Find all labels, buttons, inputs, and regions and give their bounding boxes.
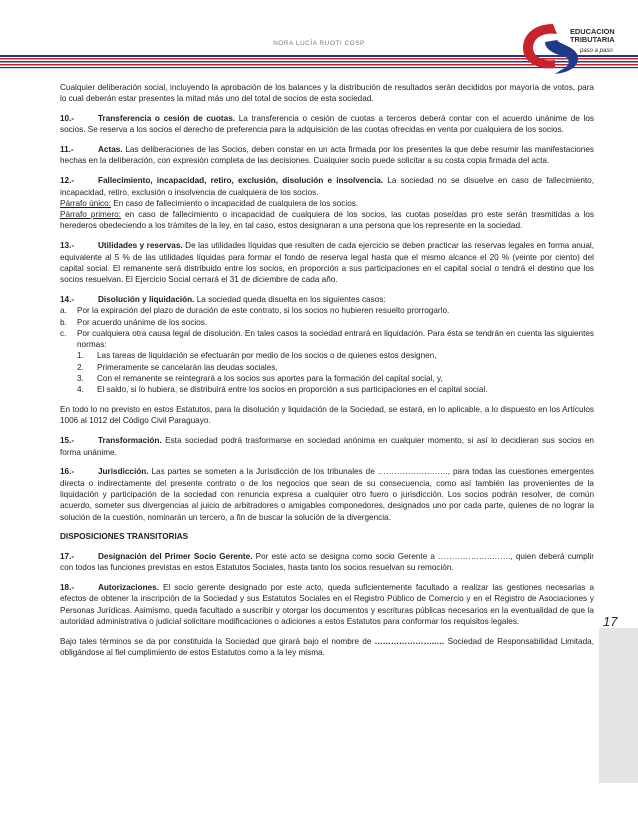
clause-title: Transformación.: [98, 436, 162, 446]
header-author: NORA LUCÍA RUOTI COSP: [273, 40, 365, 47]
clause-number: 10.-: [60, 114, 75, 124]
clause-12-paragraph-unico: [60, 198, 594, 209]
clause-15: [60, 435, 594, 458]
list-marker: 2.: [77, 362, 84, 372]
intro-paragraph: Cualquier deliberación social, incluyendo la aprobación de los balances y la distribución de resultados serán decididos por mayoría de votos, para lo cual deberán estar presentes la mitad más uno del total de socios de esta sociedad.: [60, 83, 594, 104]
paragraph-label: Párrafo único:: [60, 198, 111, 208]
clause-16: [60, 466, 594, 522]
clause-text: La transferencia o cesión de cuotas a terceros deberá contar con el acuerdo unánime de los socios. Se reserva a los socios el derecho de preferencia para la adquisición de las cuotas ofrecidas en venta por cualquiera de los socios.: [60, 114, 594, 135]
logo-subtitle: paso a paso: [580, 48, 613, 54]
list-marker: a.: [60, 306, 67, 316]
closing-text-before: Bajo tales términos se da por constituida la Sociedad que girará bajo el nombre de: [60, 636, 375, 646]
logo-text: [570, 28, 615, 44]
clause-title: Jurisdicción.: [98, 467, 149, 477]
clause-12-paragraph-primero: [60, 209, 594, 232]
list-text: El saldo, si lo hubiera, se distribuirá entre los socios en proporción a sus participaciones en el capital social.: [97, 385, 488, 395]
list-marker: b.: [60, 317, 67, 327]
clause-text: La sociedad no se disuelve en caso de fallecimiento, incapacidad, retiro, exclusión o insolvencia de cualquiera de los socios.: [60, 176, 594, 197]
list-marker: 1.: [77, 351, 84, 361]
general-provision: En todo lo no previsto en estos Estatutos, para la disolución y liquidación de la Sociedad, se estará, en lo aplicable, a lo dispuesto en los Artículos 1006 al 1012 del Código Civil Paraguayo.: [60, 405, 594, 426]
closing-paragraph: [60, 636, 594, 659]
clause-number: 18.-: [60, 583, 75, 593]
list-item: [77, 350, 594, 361]
list-item: [60, 328, 594, 351]
transitional-section-title: DISPOSICIONES TRANSITORIAS: [60, 532, 189, 542]
clause-13: [60, 240, 594, 285]
list-item: [60, 317, 594, 328]
list-text: Por la expiración del plazo de duración de este contrato, si los socios no hubieren resuelto prorrogarlo.: [77, 306, 450, 316]
clause-text: Las partes se someten a la Jurisdicción de los tribunales de ………………….…., para todas las cuestiones emergentes directa o indirectamente del presente contrato o de los negocios que sean de su consecuencia, como así también las provenientes de la liquidación y participación de la sociedad con renuncia expresa a cualquier otro fuero o jurisdicción. Los socios podrán resolver, de común acuerdo, someter sus divergencias al juicio de arbitradores o amigables componedores, designados uno por cada parte, quienes de no lograr la solución de la cuestión, nominarán un tercero, a fin de buscar la solución de la divergencia.: [60, 467, 594, 522]
clause-text: La sociedad queda disuelta en los siguientes casos:: [194, 294, 386, 304]
liquidation-rules-list: [60, 350, 594, 395]
list-text: Por cualquiera otra causa legal de disolución. En tales casos la sociedad entrará en liquidación. Para ésta se tendrán en cuenta las siguientes normas:: [77, 328, 594, 350]
page-number: 17: [603, 614, 618, 629]
clause-number: 17.-: [60, 552, 75, 562]
closing-text-after: Sociedad de Responsabilidad Limitada, obligándose al fiel cumplimiento de estos Estatutos como a la ley misma.: [60, 636, 594, 658]
list-item: [77, 373, 594, 384]
clause-number: 16.-: [60, 467, 75, 477]
clause-text: El socio gerente designado por este acto, queda suficientemente facultado a realizar las gestiones necesarias a efectos de obtener la inscripción de la Sociedad y sus Estatutos Sociales en el Registro Público de Comercio y en el Registro de Asociaciones y Personas Jurídicas. Asimismo, queda facultado a suscribir y otorgar los documentos y escrituras públicas necesarios en la eventualidad de que la autoridad administrativa o judicial solicitare modificaciones o adiciones a estos Estatutos para conformar los requisitos legales.: [60, 583, 594, 627]
clause-number: 11.-: [60, 145, 74, 155]
clause-text: Por este acto se designa como socio Gerente a ………………..……., quien deberá cumplir con todos las funciones previstas en estos Estatutos Sociales, hasta tanto los socios resuelvan su remoción.: [60, 552, 595, 573]
clause-number: 12.-: [60, 176, 75, 186]
clause-text: Las deliberaciones de las Socios, deben constar en un acta firmada por los presentes la que debe resumir las manifestaciones hechas en la deliberación, con expresión completa de las decisiones. Cualquier socio puede solicitar a su costa copia firmada del acta.: [60, 145, 594, 166]
list-text: Por acuerdo unánime de los socios.: [77, 317, 208, 327]
company-name-blank: …………………..…: [374, 636, 445, 646]
list-text: Con el remanente se reintegrará a los socios sus aportes para la formación del capital social, y,: [97, 374, 443, 384]
list-item: [60, 305, 594, 316]
document-body: [60, 82, 594, 667]
clause-title: Disolución y liquidación.: [98, 294, 195, 304]
paragraph-text: En caso de fallecimiento o incapacidad de cualquiera de los socios.: [110, 198, 359, 208]
clause-11: [60, 144, 594, 167]
clause-title: Designación del Primer Socio Gerente.: [98, 552, 253, 562]
clause-18: [60, 582, 594, 627]
list-item: [77, 362, 594, 373]
list-text: Las tareas de liquidación se efectuarán por medio de los socios o de quienes estos designen,: [97, 351, 437, 361]
logo-line-2: TRIBUTARIA: [570, 35, 615, 44]
clause-text: Esta sociedad podrá trasformarse en sociedad anónima en cualquier momento, si así lo decidieran sus socios en forma unánime.: [60, 436, 594, 457]
clause-number: 14.-: [60, 294, 75, 304]
clause-title: Actas.: [98, 145, 123, 155]
clause-text: De las utilidades líquidas que resulten de cada ejercicio se deben practicar las reservas legales en forma anual, equivalente al 5 % de las utilidades líquidas para formar el fondo de reserva legal hasta que el mismo alcance el 20 % (veinte por ciento) del capital social. El remanente será distribuido entre los socios, en proporción a sus participaciones en el capital social o tendrá el destino que los socios resuelvan. El Ejercicio Social cerrará el 31 de diciembre de cada año.: [60, 241, 594, 285]
clause-10: [60, 113, 594, 136]
list-marker: c.: [60, 328, 67, 338]
clause-title: Fallecimiento, incapacidad, retiro, exclusión, disolución e insolvencia.: [98, 176, 384, 186]
clause-number: 13.-: [60, 241, 75, 251]
clause-title: Transferencia o cesión de cuotas.: [98, 114, 236, 124]
dissolution-cases-list: [60, 305, 594, 350]
list-marker: 4.: [77, 385, 84, 395]
clause-12: [60, 175, 594, 198]
list-item: [77, 384, 594, 395]
clause-17: [60, 551, 594, 574]
clause-number: 15.-: [60, 436, 75, 446]
clause-14: [60, 294, 594, 305]
list-text: Primeramente se cancelarán las deudas sociales,: [97, 362, 278, 372]
paragraph-text: en caso de fallecimiento o incapacidad de cualquiera de los socios, las cuotas poseídas pro este serán trasmitidas a los herederos obedeciendo a los trámites de la ley, en tal caso, estos designaran a una persona que los represente en la sociedad.: [60, 210, 595, 231]
paragraph-label: Párrafo primero:: [60, 210, 121, 220]
logo-line-1: EDUCACION: [570, 27, 615, 36]
page-side-tab: [599, 628, 638, 783]
clause-title: Autorizaciones.: [98, 583, 159, 593]
clause-title: Utilidades y reservas.: [98, 241, 183, 251]
list-marker: 3.: [77, 374, 84, 384]
